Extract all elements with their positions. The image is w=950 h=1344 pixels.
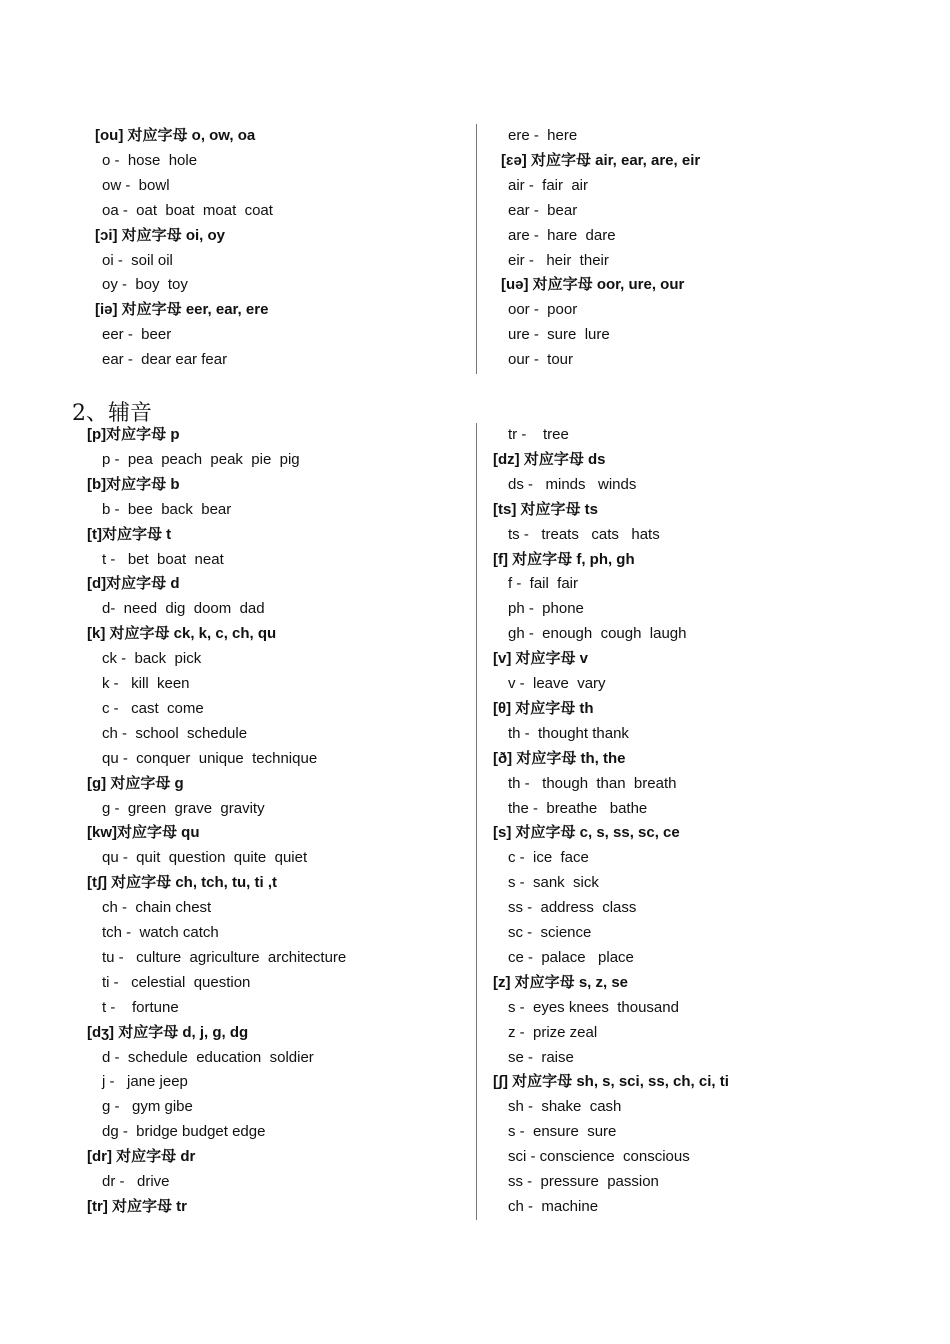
example-line: ck - back pick [102,650,202,667]
example-line: f - fail fair [508,575,579,592]
example-line: c - cast come [102,700,204,717]
phoneme-heading: [ð] 对应字母 th, the [493,750,626,767]
phoneme-heading: [dr] 对应字母 dr [87,1148,196,1165]
phoneme-heading: [d]对应字母 d [87,575,180,592]
phoneme-heading: [k] 对应字母 ck, k, c, ch, qu [87,625,277,642]
example-line: sh - shake cash [508,1098,622,1115]
example-line: dg - bridge budget edge [102,1123,266,1140]
example-line: g - gym gibe [102,1098,193,1115]
example-line: tch - watch catch [102,924,219,941]
example-line: oa - oat boat moat coat [102,202,273,219]
example-line: v - leave vary [508,675,606,692]
example-line: z - prize zeal [508,1024,598,1041]
example-line: j - jane jeep [102,1073,188,1090]
example-line: s - eyes knees thousand [508,999,679,1016]
example-line: ss - pressure passion [508,1173,659,1190]
phoneme-heading: [uə] 对应字母 oor, ure, our [501,276,685,293]
example-line: ds - minds winds [508,476,637,493]
example-line: eer - beer [102,326,172,343]
example-line: t - bet boat neat [102,551,224,568]
example-line: ch - machine [508,1198,599,1215]
example-line: ear - bear [508,202,578,219]
example-line: dr - drive [102,1173,170,1190]
example-line: ti - celestial question [102,974,251,991]
example-line: se - raise [508,1049,574,1066]
phoneme-heading: [tʃ] 对应字母 ch, tch, tu, ti ,t [87,874,277,891]
example-line: k - kill keen [102,675,190,692]
example-line: ts - treats cats hats [508,526,660,543]
example-line: th - thought thank [508,725,629,742]
phoneme-heading: [dz] 对应字母 ds [493,451,606,468]
example-line: oor - poor [508,301,578,318]
example-line: s - sank sick [508,874,599,891]
example-line: qu - quit question quite quiet [102,849,308,866]
example-line: tu - culture agriculture architecture [102,949,347,966]
example-line: g - green grave gravity [102,800,265,817]
example-line: oy - boy toy [102,276,188,293]
example-line: the - breathe bathe [508,800,648,817]
phoneme-heading: [v] 对应字母 v [493,650,589,667]
phoneme-heading: [f] 对应字母 f, ph, gh [493,551,635,568]
example-line: ch - chain chest [102,899,212,916]
example-line: our - tour [508,351,574,368]
phoneme-heading: [kw]对应字母 qu [87,824,200,841]
example-line: are - hare dare [508,227,616,244]
example-line: air - fair air [508,177,589,194]
example-line: c - ice face [508,849,589,866]
phoneme-heading: [ou] 对应字母 o, ow, oa [95,127,256,144]
example-line: gh - enough cough laugh [508,625,687,642]
example-line: ear - dear ear fear [102,351,228,368]
example-line: sci - conscience conscious [508,1148,690,1165]
example-line: o - hose hole [102,152,198,169]
example-line: ure - sure lure [508,326,610,343]
example-line: ow - bowl [102,177,170,194]
example-line: s - ensure sure [508,1123,617,1140]
example-line: p - pea peach peak pie pig [102,451,300,468]
phoneme-heading: [s] 对应字母 c, s, ss, sc, ce [493,824,680,841]
phoneme-heading: [ʃ] 对应字母 sh, s, sci, ss, ch, ci, ti [493,1073,729,1090]
vowels-column-divider [476,124,477,374]
phoneme-heading: [tr] 对应字母 tr [87,1198,187,1215]
phoneme-heading: [θ] 对应字母 th [493,700,594,717]
example-line: qu - conquer unique technique [102,750,318,767]
example-line: ph - phone [508,600,584,617]
example-line: ss - address class [508,899,637,916]
phoneme-heading: [ɛə] 对应字母 air, ear, are, eir [501,152,701,169]
example-line: sc - science [508,924,592,941]
example-line: ch - school schedule [102,725,248,742]
phoneme-heading: [iə] 对应字母 eer, ear, ere [95,301,269,318]
example-line: th - though than breath [508,775,677,792]
example-line: b - bee back bear [102,501,232,518]
phoneme-heading: [b]对应字母 b [87,476,180,493]
example-line: d- need dig doom dad [102,600,265,617]
example-line: eir - heir their [508,252,609,269]
phoneme-heading: [ɔi] 对应字母 oi, oy [95,227,226,244]
section-title: 2、辅音 [72,401,152,426]
phoneme-heading: [dʒ] 对应字母 d, j, g, dg [87,1024,249,1041]
example-line: oi - soil oil [102,252,173,269]
example-line: tr - tree [508,426,569,443]
example-line: ere - here [508,127,578,144]
phoneme-heading: [z] 对应字母 s, z, se [493,974,629,991]
consonants-column-divider [476,423,477,1220]
phoneme-heading: [p]对应字母 p [87,426,180,443]
example-line: d - schedule education soldier [102,1049,314,1066]
phoneme-heading: [t]对应字母 t [87,526,172,543]
phoneme-heading: [ts] 对应字母 ts [493,501,599,518]
phoneme-heading: [g] 对应字母 g [87,775,184,792]
example-line: ce - palace place [508,949,634,966]
example-line: t - fortune [102,999,179,1016]
